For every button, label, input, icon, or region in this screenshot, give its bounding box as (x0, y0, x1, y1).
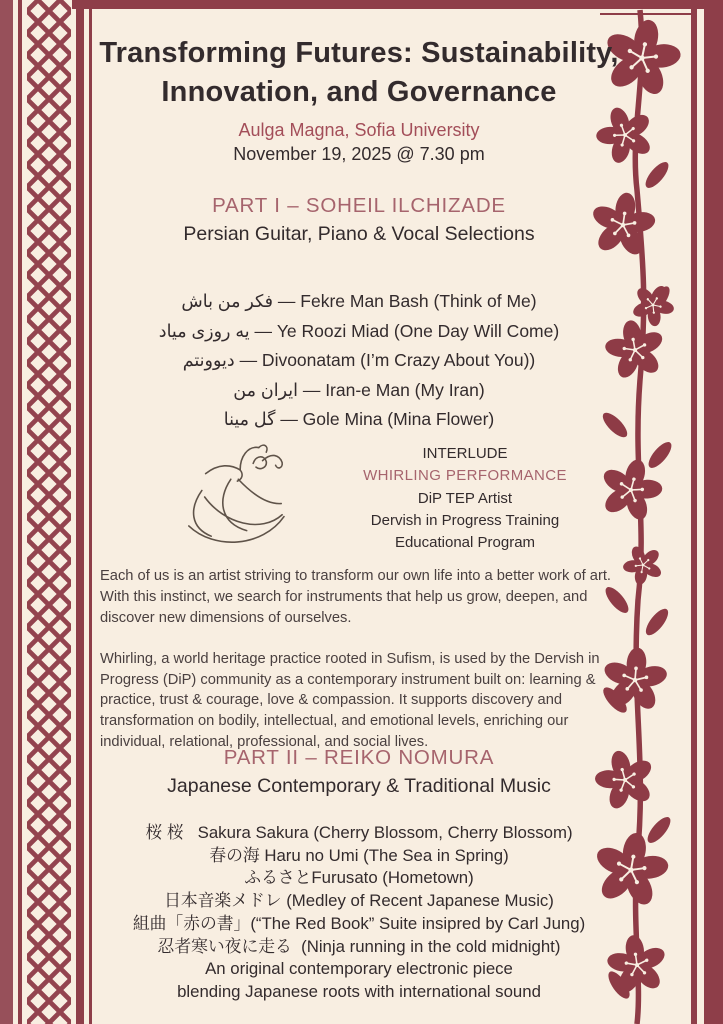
part1-song-list (90, 287, 628, 435)
left-outer-band (0, 0, 13, 1024)
interlude-program-line1: Dervish in Progress Training (370, 511, 560, 529)
program-item-part2: An original contemporary electronic piece (205, 959, 513, 979)
interlude-title: INTERLUDE (422, 445, 508, 462)
venue-line: Aulga Magna, Sofia University (238, 120, 480, 141)
program-item-part1: گل مینا — Gole Mina (Mina Flower) (223, 409, 495, 429)
content-frame-left-thick (76, 0, 84, 1024)
diamond-lattice-pattern (27, 0, 71, 1024)
program-item-part1: دیوونتم — Divoonatam (I’m Crazy About You)) (182, 350, 536, 370)
left-thin-rule (18, 0, 22, 1024)
program-item-part1: ایران من — Iran-e Man (My Iran) (233, 379, 485, 400)
interlude-block (300, 443, 630, 554)
date-time-line: November 19, 2025 @ 7.30 pm (233, 144, 485, 165)
part2-heading: PART II – REIKO NOMURA (223, 746, 495, 769)
program-item-part1: یه روزی میاد — Ye Roozi Miad (One Day Will Come) (158, 320, 560, 341)
description-paragraph: Each of us is an artist striving to transform our own life into a better work of art. With this instinct, we search for instruments that help us grow, deepen, and discover new dimensions of ourselves. (100, 568, 612, 626)
description-paragraphs (100, 566, 612, 773)
part2-subheading: Japanese Contemporary & Traditional Music (167, 775, 551, 797)
interlude-subtitle: WHIRLING PERFORMANCE (363, 467, 567, 485)
poster-header (96, 34, 622, 165)
part1-heading: PART I – SOHEIL ILCHIZADE (212, 194, 506, 217)
program-item-part2: blending Japanese roots with international sound (177, 981, 541, 1001)
program-item-part2: 組曲「赤の書」(“The Red Book” Suite insipred by Carl Jung) (132, 913, 586, 933)
part2-song-list (90, 822, 628, 1004)
interlude-program-line2: Educational Program (394, 534, 536, 552)
page-title (96, 34, 622, 111)
whirling-dervish-icon (172, 432, 312, 562)
program-item-part2: 春の海 Haru no Umi (The Sea in Spring) (209, 845, 509, 865)
section-part2 (96, 746, 622, 798)
title-line-1: Transforming Futures: Sustainability, (99, 37, 619, 69)
description-paragraph: Whirling, a world heritage practice rooted in Sufism, is used by the Dervish in Progress (DiP) community as a contemporary instrument built on: learning & practice, trust & courage, love & compassion. It supports discovery and transformation on bodily, intellectual, and emotional levels, enriching our individual, relational, professional, and social lives. (100, 650, 600, 751)
program-item-part1: فکر من باش — Fekre Man Bash (Think of Me) (181, 291, 537, 311)
right-outer-band (704, 0, 723, 1024)
interlude-artist: DiP TEP Artist (417, 489, 513, 507)
program-item-part2: ふるさとFurusato (Hometown) (244, 868, 474, 888)
program-item-part2: 忍者寒い夜に走る (Ninja running in the cold midnight) (157, 936, 561, 956)
title-line-2: Innovation, and Governance (161, 75, 557, 108)
program-item-part2: 日本音楽メドレ (Medley of Recent Japanese Music) (164, 891, 554, 911)
program-item-part2: 桜 桜 Sakura Sakura (Cherry Blossom, Cherry Blossom) (145, 823, 573, 842)
section-part1 (96, 194, 622, 246)
part1-subheading: Persian Guitar, Piano & Vocal Selections (183, 223, 535, 245)
